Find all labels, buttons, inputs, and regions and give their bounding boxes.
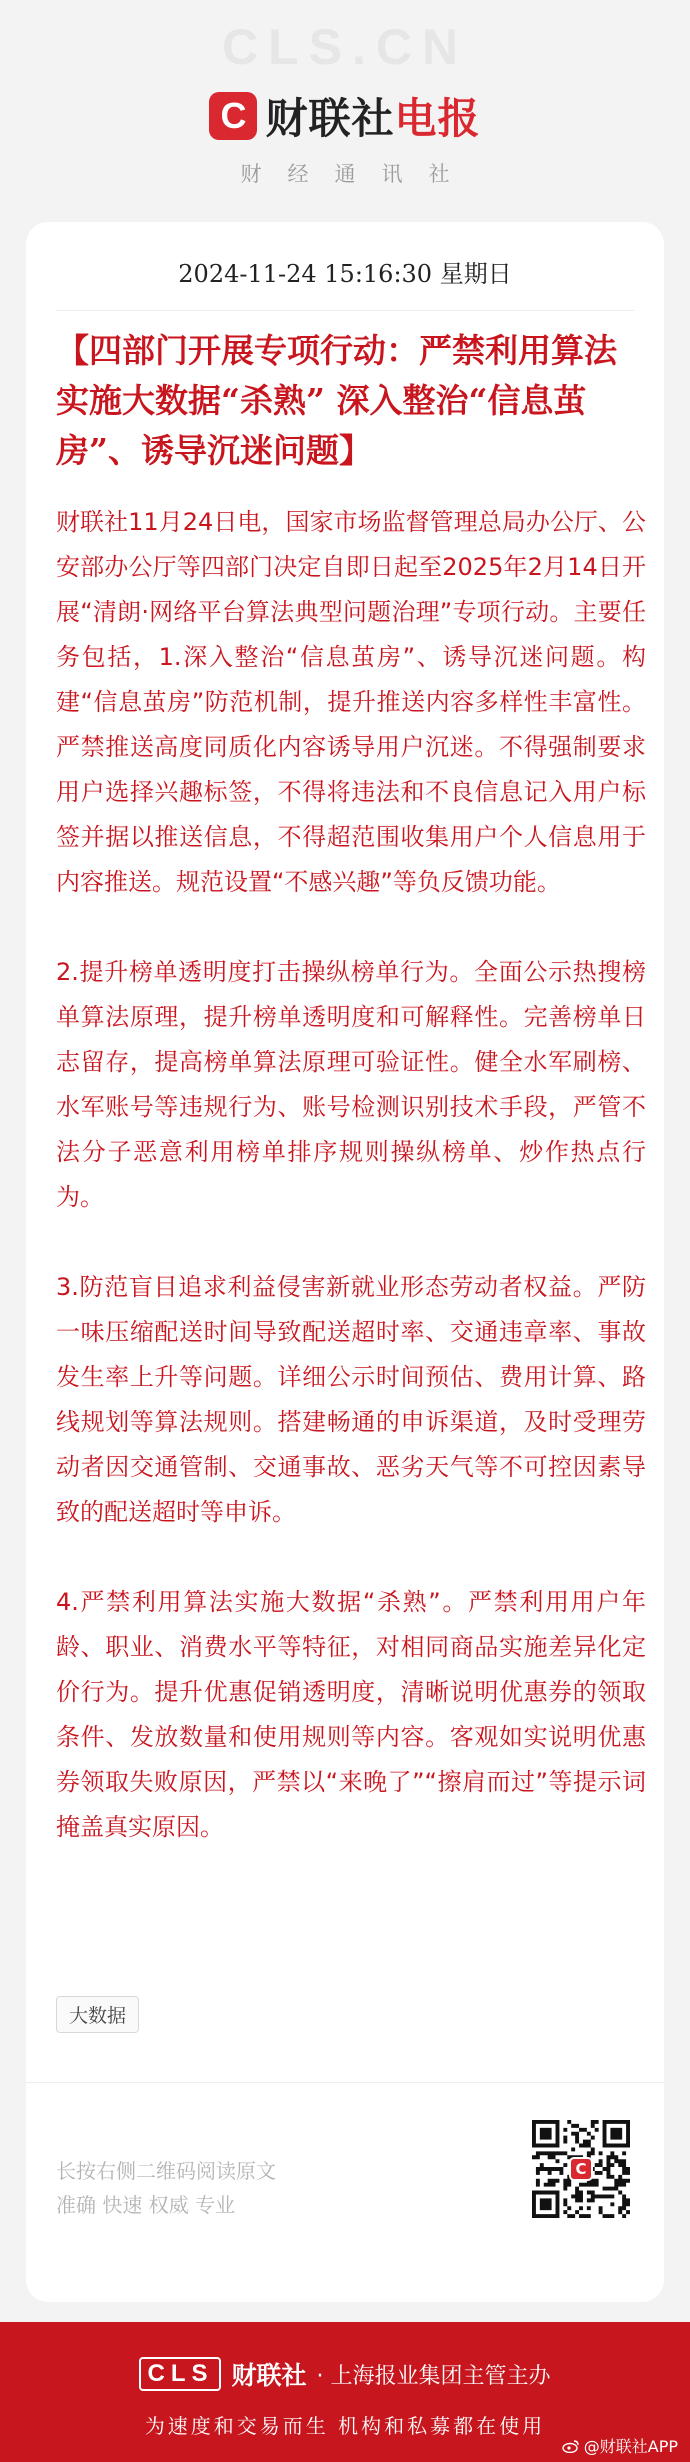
article-card (26, 222, 664, 2302)
header-divider (56, 310, 634, 311)
weibo-credit-text: @财联社APP (583, 2437, 678, 2456)
qr-center-logo-icon: C (569, 2157, 593, 2181)
footer-cls-logo: CLS (139, 2357, 221, 2391)
qr-hint (56, 2154, 276, 2222)
article-paragraph-2: 2.提升榜单透明度打击操纵榜单行为。全面公示热搜榜单算法原理，提升榜单透明度和可解释性。完善榜单日志留存，提高榜单算法原理可验证性。健全水军刷榜、水军账号等违规行为、账号检测识别技术手段，严管不法分子恶意利用榜单排序规则操纵榜单、炒作热点行为。 (56, 958, 646, 1211)
article-body (56, 500, 646, 1850)
article-paragraph-1: 财联社11月24日电，国家市场监督管理总局办公厅、公安部办公厅等四部门决定自即日起至2025年2月14日开展“清朗·网络平台算法典型问题治理”专项行动。主要任务包括，1.深入整治“信息茧房”、诱导沉迷问题。构建“信息茧房”防范机制，提升推送内容多样性丰富性。严禁推送高度同质化内容诱导用户沉迷。不得强制要求用户选择兴趣标签，不得将违法和不良信息记入用户标签并据以推送信息，不得超范围收集用户个人信息用于内容推送。规范设置“不感兴趣”等负反馈功能。 (56, 508, 646, 896)
qr-code-icon[interactable] (528, 2116, 634, 2222)
weibo-credit (562, 2434, 678, 2457)
article-datetime: 2024-11-24 15:16:30 星期日 (178, 260, 512, 288)
brand-name-black: 财联社 (265, 94, 395, 143)
watermark: CLS.CN (221, 19, 469, 75)
article-paragraph-3: 3.防范盲目追求利益侵害新就业形态劳动者权益。严防一味压缩配送时间导致配送超时率、交通违章率、事故发生率上升等问题。详细公示时间预估、费用计算、路线规划等算法规则。搭建畅通的申诉渠道，及时受理劳动者因交通管制、交通事故、恶劣天气等不可控因素导致的配送超时等申诉。 (56, 1273, 646, 1526)
brand-slogan: 财经通讯社 (240, 162, 476, 186)
footer-brand-name: 财联社 (231, 2361, 307, 2390)
footer-brand-line (0, 2356, 690, 2392)
brand-name (265, 86, 480, 146)
article-headline: 【四部门开展专项行动：严禁利用算法实施大数据“杀熟” 深入整治“信息茧房”、诱导沉迷问题】 (56, 331, 617, 470)
topic-tag[interactable]: 大数据 (56, 1996, 139, 2033)
footer-tagline: 为速度和交易而生 机构和私募都在使用 (144, 2414, 546, 2438)
footer-divider (26, 2082, 664, 2083)
footer-brand-sub: · 上海报业集团主管主办 (316, 2363, 551, 2389)
brand-name-red: 电报 (394, 94, 481, 143)
brand-header (0, 86, 690, 146)
qr-hint-line1: 长按右侧二维码阅读原文 (56, 2159, 276, 2183)
weibo-icon (562, 2439, 580, 2453)
qr-hint-line2: 准确 快速 权威 专业 (56, 2193, 236, 2217)
article-paragraph-4: 4.严禁利用算法实施大数据“杀熟”。严禁利用用户年龄、职业、消费水平等特征，对相同商品实施差异化定价行为。提升优惠促销透明度，清晰说明优惠券的领取条件、发放数量和使用规则等内容。客观如实说明优惠券领取失败原因，严禁以“来晚了”“擦肩而过”等提示词掩盖真实原因。 (56, 1588, 646, 1841)
brand-logo-icon: C (209, 92, 257, 140)
